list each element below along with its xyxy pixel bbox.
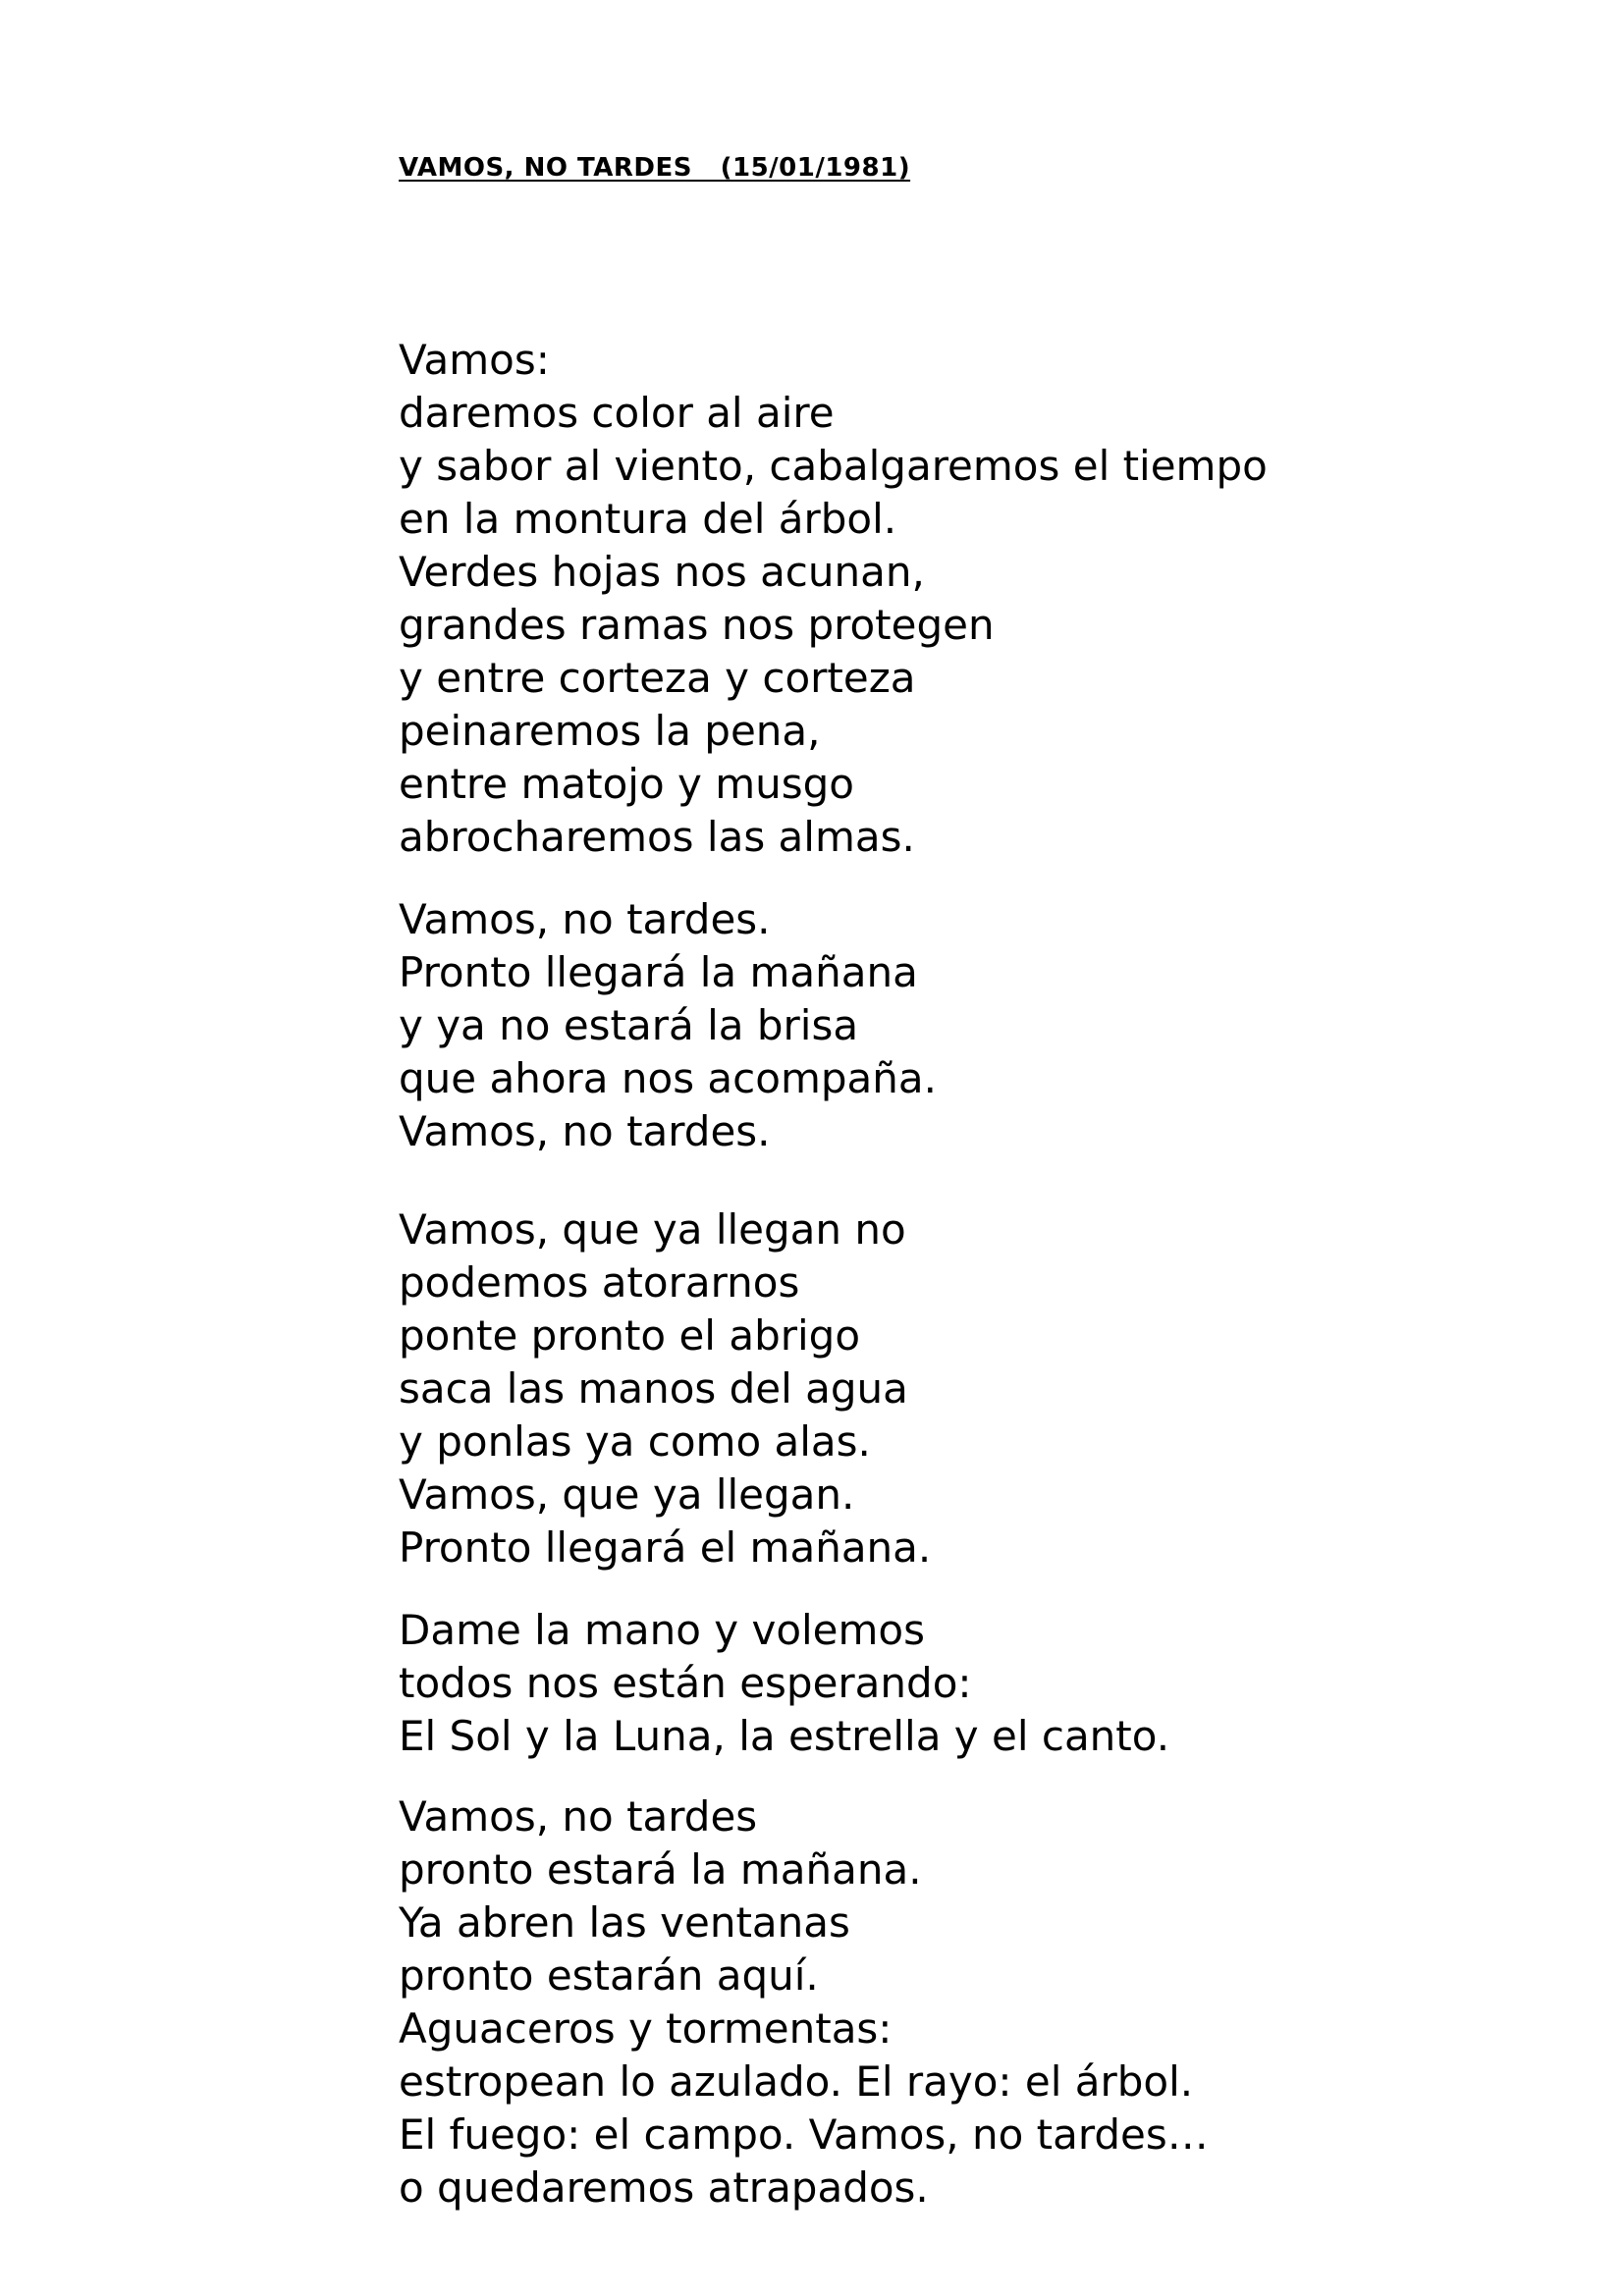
poem-line: ponte pronto el abrigo	[399, 1311, 861, 1360]
poem-line: Vamos:	[399, 336, 550, 384]
poem-line: Vamos, no tardes	[399, 1792, 758, 1841]
poem-line: o quedaremos atrapados.	[399, 2163, 929, 2212]
poem-line: Pronto llegará el mañana.	[399, 1523, 932, 1572]
poem-line: Vamos, no tardes.	[399, 1107, 771, 1155]
poem-line: y sabor al viento, cabalgaremos el tiempo	[399, 442, 1268, 490]
poem-line: estropean lo azulado. El rayo: el árbol.	[399, 2057, 1194, 2106]
poem-line: todos nos están esperando:	[399, 1659, 972, 1707]
poem-line: pronto estará la mañana.	[399, 1845, 922, 1894]
poem-line: podemos atorarnos	[399, 1258, 800, 1307]
poem-line: El Sol y la Luna, la estrella y el canto.	[399, 1712, 1170, 1760]
poem-line: entre matojo y musgo	[399, 760, 854, 808]
poem-line: grandes ramas nos protegen	[399, 601, 995, 649]
poem-line: y ya no estará la brisa	[399, 1001, 859, 1049]
poem-line: Dame la mano y volemos	[399, 1606, 926, 1654]
poem-line: daremos color al aire	[399, 389, 835, 437]
poem-line: Vamos, que ya llegan no	[399, 1205, 906, 1254]
poem-line: Verdes hojas nos acunan,	[399, 548, 925, 596]
poem-line: pronto estarán aquí.	[399, 1951, 819, 2000]
poem-line: Vamos, que ya llegan.	[399, 1470, 855, 1519]
poem-line: saca las manos del agua	[399, 1364, 908, 1413]
poem-line: que ahora nos acompaña.	[399, 1054, 937, 1102]
poem-title: VAMOS, NO TARDES (15/01/1981)	[399, 153, 911, 183]
poem-line: Pronto llegará la mañana	[399, 948, 918, 996]
poem-line: Aguaceros y tormentas:	[399, 2004, 893, 2053]
poem-line: abrocharemos las almas.	[399, 813, 915, 861]
poem-line: y ponlas ya como alas.	[399, 1417, 871, 1466]
poem-line: en la montura del árbol.	[399, 495, 897, 543]
poem-line: Ya abren las ventanas	[399, 1898, 850, 1947]
poem-line: peinaremos la pena,	[399, 707, 821, 755]
poem-line: y entre corteza y corteza	[399, 654, 916, 702]
poem-line: El fuego: el campo. Vamos, no tardes…	[399, 2110, 1209, 2159]
poem-line: Vamos, no tardes.	[399, 895, 771, 943]
